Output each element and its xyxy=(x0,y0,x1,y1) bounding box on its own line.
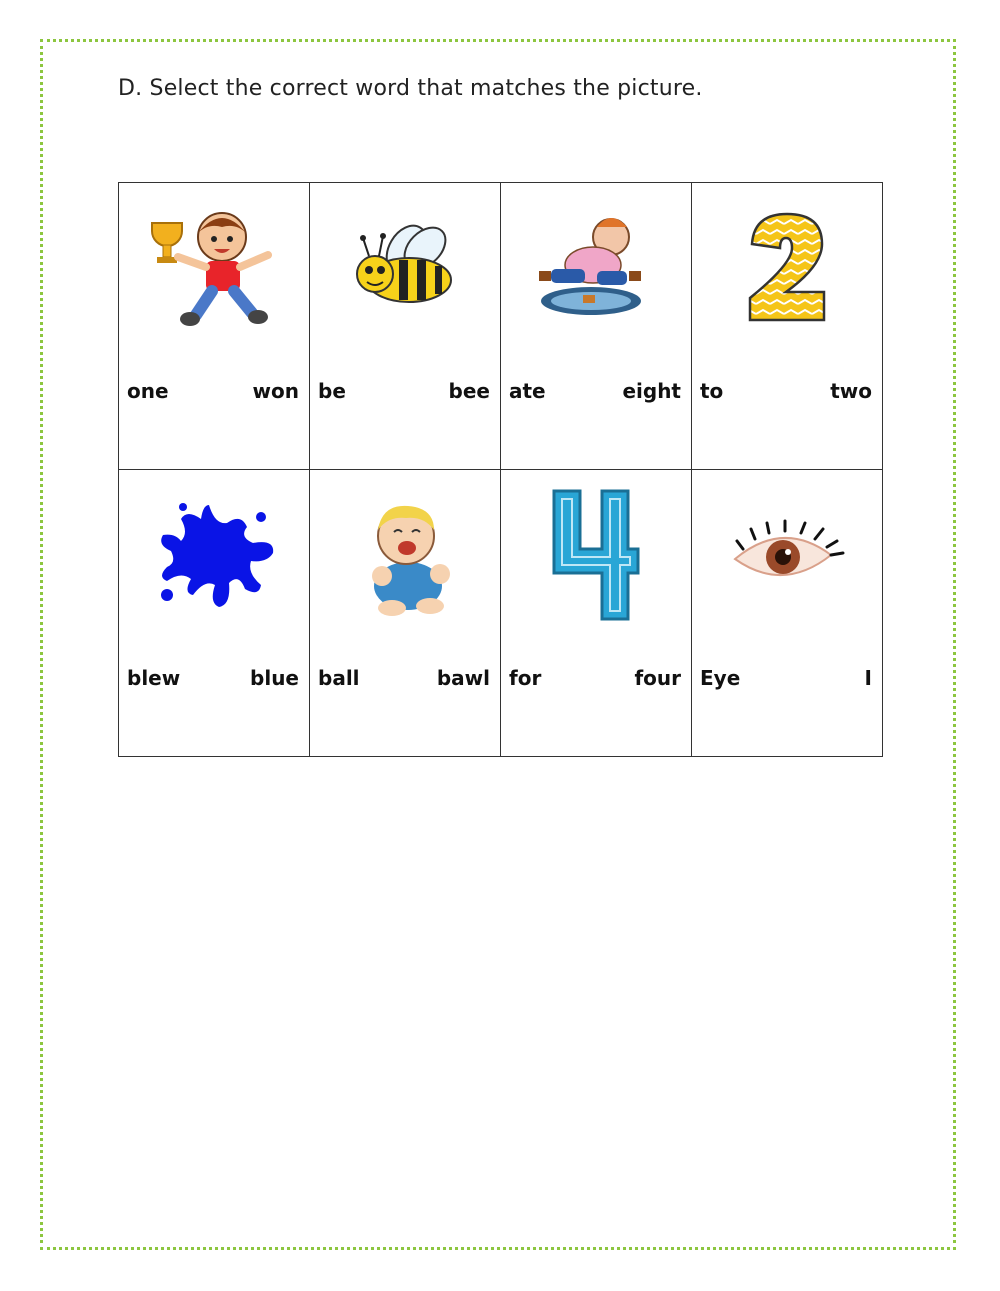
eye-image xyxy=(692,490,882,620)
card-boy-trophy xyxy=(119,183,310,470)
card-blue-splat xyxy=(119,470,310,757)
word-option-right[interactable]: blue xyxy=(250,666,299,690)
number-four-image xyxy=(501,490,691,620)
number-two-image xyxy=(692,203,882,333)
card-eye xyxy=(692,470,883,757)
word-choices xyxy=(509,666,681,690)
word-option-left[interactable]: one xyxy=(127,379,169,403)
boy-ate-cake-image xyxy=(501,203,691,333)
word-choices xyxy=(127,379,299,403)
instruction-text: D. Select the correct word that matches the picture. xyxy=(118,76,703,101)
word-option-right[interactable]: eight xyxy=(622,379,681,403)
word-choices xyxy=(318,379,490,403)
blue-splat-image xyxy=(119,490,309,620)
word-option-left[interactable]: for xyxy=(509,666,542,690)
bee-image xyxy=(310,203,500,333)
word-option-left[interactable]: blew xyxy=(127,666,181,690)
word-option-right[interactable]: bawl xyxy=(436,666,490,690)
card-number-two xyxy=(692,183,883,470)
word-choices xyxy=(509,379,681,403)
picture-word-grid xyxy=(118,182,883,757)
word-choices xyxy=(318,666,490,690)
word-option-right[interactable]: I xyxy=(864,666,872,690)
word-option-left[interactable]: ball xyxy=(318,666,360,690)
word-option-left[interactable]: to xyxy=(700,379,724,403)
word-option-right[interactable]: two xyxy=(830,379,872,403)
word-choices xyxy=(700,379,872,403)
card-crying-baby xyxy=(310,470,501,757)
boy-trophy-image xyxy=(119,203,309,333)
word-option-left[interactable]: Eye xyxy=(700,666,741,690)
card-boy-ate xyxy=(501,183,692,470)
word-option-right[interactable]: bee xyxy=(448,379,490,403)
word-option-left[interactable]: ate xyxy=(509,379,546,403)
word-choices xyxy=(127,666,299,690)
card-number-four xyxy=(501,470,692,757)
word-option-right[interactable]: won xyxy=(252,379,299,403)
card-bee xyxy=(310,183,501,470)
crying-baby-image xyxy=(310,490,500,620)
word-option-right[interactable]: four xyxy=(634,666,681,690)
word-option-left[interactable]: be xyxy=(318,379,346,403)
word-choices xyxy=(700,666,872,690)
